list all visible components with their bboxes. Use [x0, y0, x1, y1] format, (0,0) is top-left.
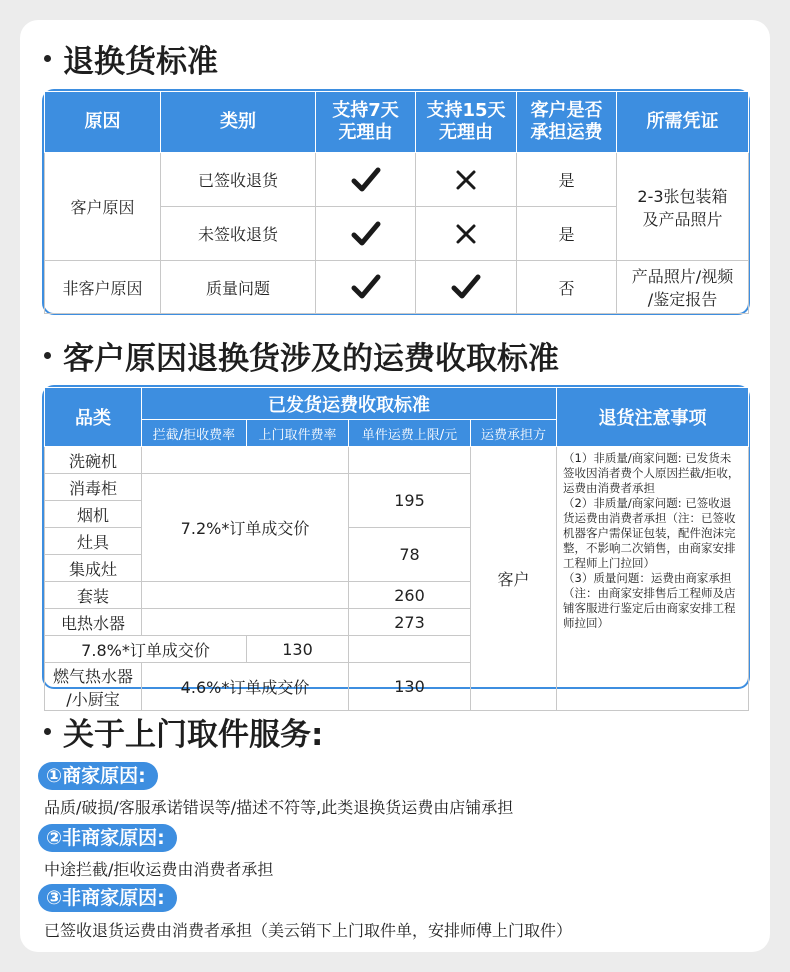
header-reason: 原因	[45, 92, 161, 153]
check-icon	[316, 153, 416, 207]
header-intercept-rate: 拦截/拒收费率	[142, 420, 247, 447]
category-set: 套装	[45, 582, 142, 609]
category-electric-heater: 电热水器	[45, 609, 142, 636]
header-payer: 运费承担方	[471, 420, 557, 447]
rate-cell: 7.2%*订单成交价	[142, 474, 349, 582]
section-title-return-standard: 退换货标准	[44, 36, 218, 81]
header-pickup-rate: 上门取件费率	[247, 420, 349, 447]
empty-cell	[142, 447, 349, 474]
freight-standard-table	[42, 385, 750, 709]
freight-cap: 130	[247, 636, 349, 663]
check-icon	[316, 261, 416, 314]
check-icon	[416, 261, 517, 314]
reason-customer: 客户原因	[45, 153, 161, 261]
header-freight: 客户是否 承担运费	[517, 92, 617, 153]
freight-cap: 78	[349, 528, 471, 582]
empty-cell	[142, 582, 349, 609]
rate-cell: 7.8%*订单成交价	[45, 636, 247, 663]
bullet-dot	[44, 352, 51, 359]
section-title-pickup-service: 关于上门取件服务:	[44, 709, 323, 754]
category-unsigned-return: 未签收退货	[161, 207, 316, 261]
header-fifteen-day: 支持15天 无理由	[416, 92, 517, 153]
bullet-dot	[44, 728, 51, 735]
pickup-text-intercept: 中途拦截/拒收运费由消费者承担	[44, 860, 274, 879]
header-proof: 所需凭证	[617, 92, 749, 153]
category-gas-heater: 燃气热水器 /小厨宝	[45, 663, 142, 711]
freight-cap: 273	[349, 609, 471, 636]
pickup-text-merchant: 品质/破损/客服承诺错误等/描述不符等,此类退换货运费由店铺承担	[44, 798, 514, 817]
badge-merchant-reason: ①商家原因:	[38, 762, 158, 790]
cross-icon	[416, 153, 517, 207]
category-dishwasher: 洗碗机	[45, 447, 142, 474]
bullet-dot	[44, 55, 51, 62]
header-return-notes: 退货注意事项	[557, 388, 749, 447]
badge-non-merchant-reason: ③非商家原因:	[38, 884, 177, 912]
freight-value: 否	[517, 261, 617, 314]
table-row	[45, 447, 749, 474]
header-seven-day: 支持7天 无理由	[316, 92, 416, 153]
table-row	[45, 261, 749, 314]
empty-cell	[142, 609, 349, 636]
check-icon	[316, 207, 416, 261]
freight-value: 是	[517, 153, 617, 207]
category-quality: 质量问题	[161, 261, 316, 314]
header-category: 品类	[45, 388, 142, 447]
rate-cell: 4.6%*订单成交价	[142, 663, 349, 711]
return-notes: （1）非质量/商家问题: 已发货未签收因消者费个人原因拦截/拒收，运费由消费者承担 （2）非质量/商家问题: 已签收退货运费由消费者承担（注：已签收机器客户需保证包装，配件泡沫完整，不影响二次销售，由商家安排工程师上门拉回） （3）质量问题：运费由商家承担（注：由商家安排售后工程师及店铺客服进行鉴定后由商家安排工程师拉回）	[557, 447, 749, 711]
category-sterilizer: 消毒柜	[45, 474, 142, 501]
reason-noncustomer: 非客户原因	[45, 261, 161, 314]
proof-noncustomer: 产品照片/视频 /鉴定报告	[617, 261, 749, 314]
freight-value: 是	[517, 207, 617, 261]
freight-payer: 客户	[471, 447, 557, 711]
badge-non-merchant-reason: ②非商家原因:	[38, 824, 177, 852]
header-shipped-standard: 已发货运费收取标准	[142, 388, 557, 420]
header-freight-cap: 单件运费上限/元	[349, 420, 471, 447]
category-stove: 灶具	[45, 528, 142, 555]
category-signed-return: 已签收退货	[161, 153, 316, 207]
section-title-freight-standard: 客户原因退换货涉及的运费收取标准	[44, 333, 559, 378]
freight-cap: 130	[349, 663, 471, 711]
table-row	[45, 153, 749, 207]
return-standard-table	[42, 89, 750, 315]
header-category: 类别	[161, 92, 316, 153]
freight-cap: 260	[349, 582, 471, 609]
proof-customer: 2-3张包装箱 及产品照片	[617, 153, 749, 261]
cross-icon	[416, 207, 517, 261]
category-integrated-stove: 集成灶	[45, 555, 142, 582]
category-range-hood: 烟机	[45, 501, 142, 528]
freight-cap: 195	[349, 474, 471, 528]
empty-cell	[349, 447, 471, 474]
pickup-text-signed: 已签收退货运费由消费者承担（美云销下上门取件单，安排师傅上门取件）	[44, 921, 573, 940]
